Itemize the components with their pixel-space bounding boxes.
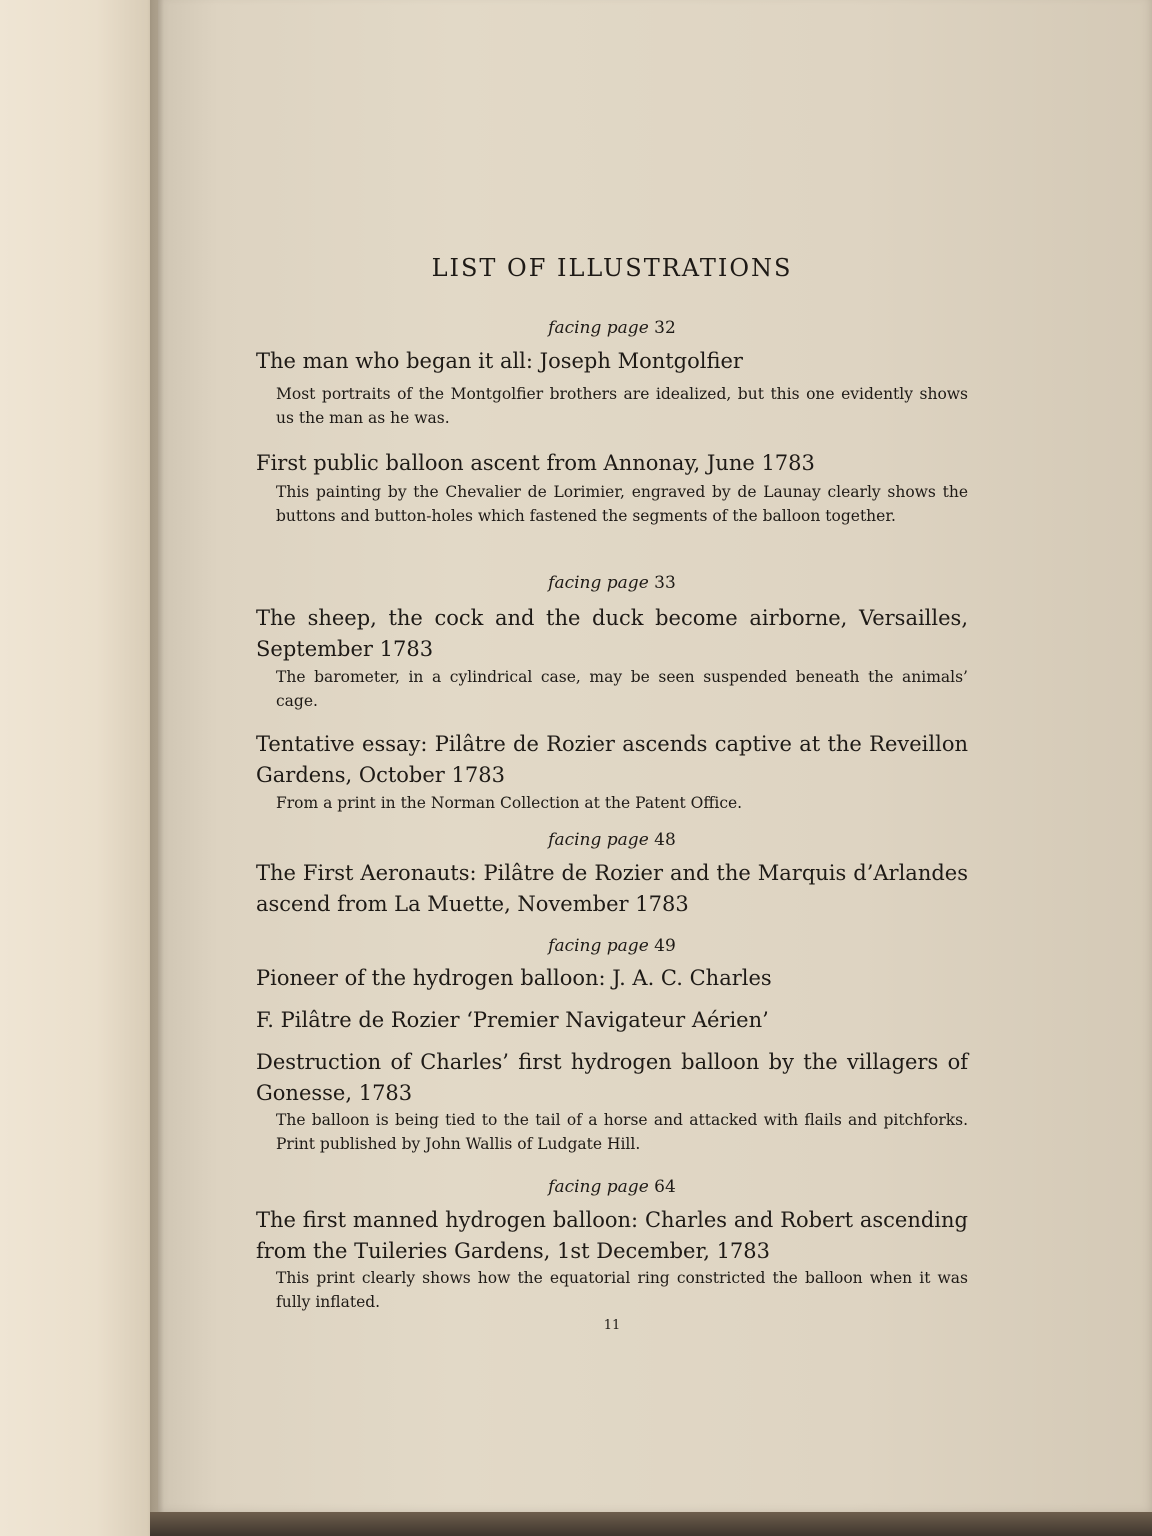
illustration-title: Tentative essay: Pilâtre de Rozier ascends captive at the Reveillon Gardens, October 1783 — [256, 732, 968, 787]
illustration-title: The first manned hydrogen balloon: Charles and Robert ascending from the Tuileries Gardens, 1st December, 1783 — [256, 1208, 968, 1263]
facing-page-number: 64 — [654, 1177, 676, 1197]
left-page — [0, 0, 160, 1536]
illustration-title: The First Aeronauts: Pilâtre de Rozier and the Marquis d’Arlandes ascend from La Muette, November 1783 — [256, 861, 968, 916]
illustration-description: From a print in the Norman Collection at the Patent Office. — [276, 794, 743, 812]
page-heading: LIST OF ILLUSTRATIONS — [431, 254, 793, 282]
facing-page-number: 48 — [654, 830, 676, 850]
illustration-description: This print clearly shows how the equatorial ring constricted the balloon when it was fully inflated. — [276, 1269, 968, 1311]
facing-page-number: 32 — [654, 318, 676, 338]
illustration-description: This painting by the Chevalier de Lorimier, engraved by de Launay clearly shows the buttons and button-holes which fastened the segments of the balloon together. — [276, 483, 968, 525]
facing-page-number: 49 — [654, 936, 676, 956]
illustration-title: The man who began it all: Joseph Montgolfier — [256, 349, 743, 373]
facing-page-label: facing page — [548, 830, 649, 850]
facing-page-marker — [256, 828, 968, 852]
page-number: 11 — [603, 1318, 621, 1333]
illustration-title: First public balloon ascent from Annonay, June 1783 — [256, 451, 815, 475]
facing-page-label: facing page — [548, 936, 649, 956]
facing-page-label: facing page — [548, 573, 649, 593]
facing-page-label: facing page — [548, 1177, 649, 1197]
illustration-title: Destruction of Charles’ first hydrogen balloon by the villagers of Gonesse, 1783 — [256, 1050, 968, 1105]
facing-page-marker — [256, 316, 968, 340]
facing-page-marker — [256, 934, 968, 958]
illustration-title: F. Pilâtre de Rozier ‘Premier Navigateur Aérien’ — [256, 1008, 769, 1032]
illustration-title: The sheep, the cock and the duck become airborne, Versailles, September 1783 — [256, 606, 968, 661]
facing-page-marker — [256, 1175, 968, 1199]
illustration-description: Most portraits of the Montgolfier brothers are idealized, but this one evidently shows us the man as he was. — [276, 385, 968, 427]
facing-page-number: 33 — [654, 573, 676, 593]
page-bottom-edge — [150, 1512, 1152, 1536]
facing-page-marker — [256, 571, 968, 595]
gutter-shadow — [150, 0, 164, 1536]
illustration-description: The barometer, in a cylindrical case, may be seen suspended beneath the animals’ cage. — [276, 668, 968, 710]
facing-page-label: facing page — [548, 318, 649, 338]
illustration-description: The balloon is being tied to the tail of a horse and attacked with flails and pitchforks. Print published by John Wallis of Ludgate Hill. — [276, 1111, 968, 1153]
illustration-title: Pioneer of the hydrogen balloon: J. A. C. Charles — [256, 966, 772, 990]
